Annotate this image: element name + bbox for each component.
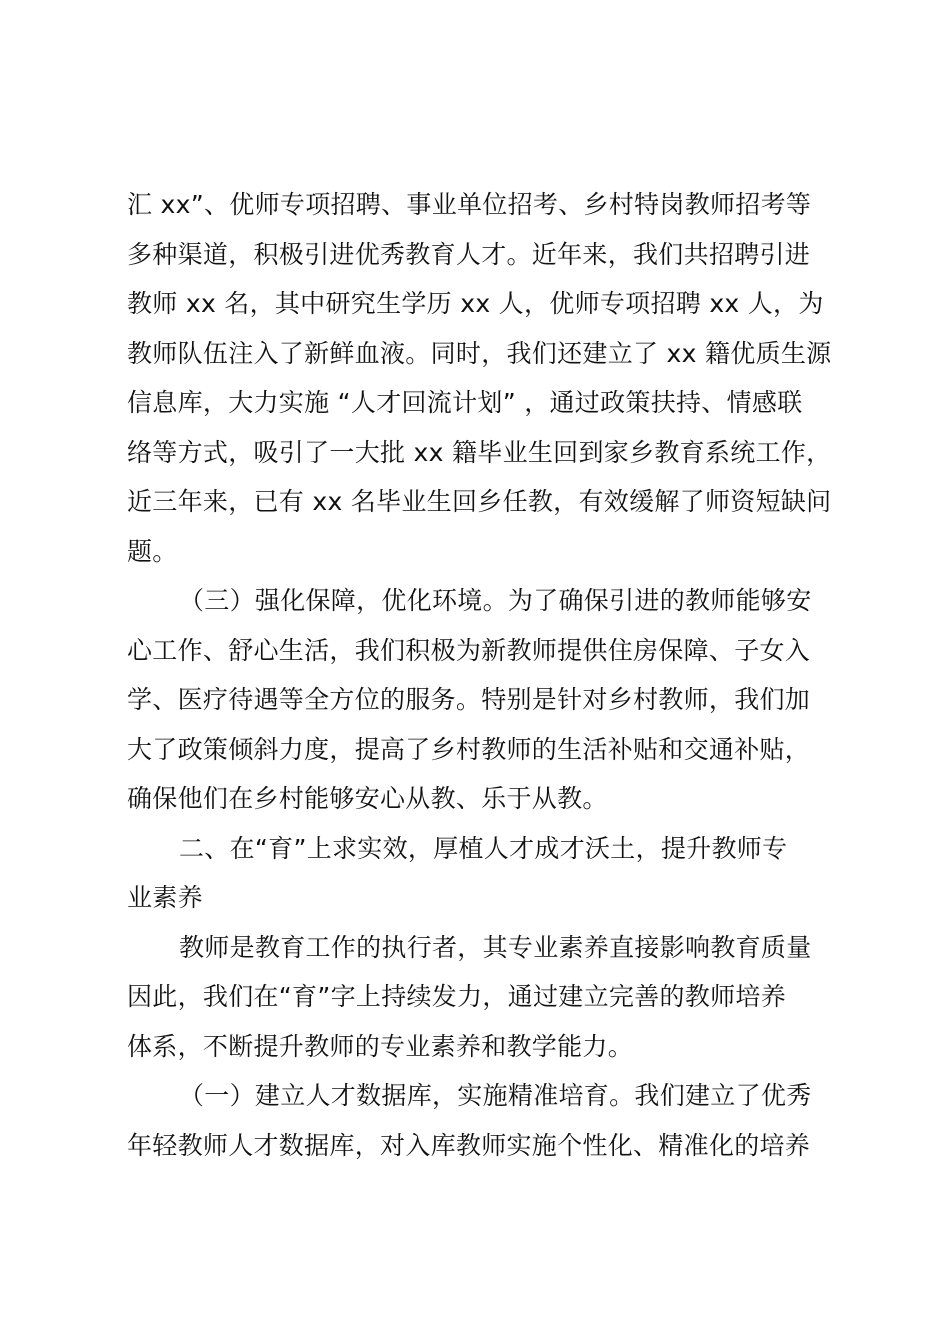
text-line: 因此，我们在“育”字上持续发力，通过建立完善的教师培养 (127, 982, 787, 1011)
text-line: 学、医疗待遇等全方位的服务。特别是针对乡村教师，我们加 (127, 685, 811, 714)
body-text (127, 180, 837, 1170)
text-line: 业素养 (127, 883, 203, 912)
text-line: 信息库，大力实施 “人才回流计划” ，通过政策扶持、情感联 (127, 388, 803, 417)
text-line: 心工作、舒心生活，我们积极为新教师提供住房保障、子女入 (127, 635, 811, 665)
text-line: 络等方式，吸引了一大批 xx 籍毕业生回到家乡教育系统工作， (127, 437, 832, 467)
text-line: （一）建立人才数据库，实施精准培育。我们建立了优秀 (179, 1081, 812, 1110)
text-line: 教师队伍注入了新鲜血液。同时，我们还建立了 xx 籍优质生源 (127, 338, 832, 368)
text-line: 教师 xx 名，其中研究生学历 xx 人，优师专项招聘 xx 人，为 (127, 289, 824, 318)
text-line: （三）强化保障，优化环境。为了确保引进的教师能够安 (179, 586, 812, 615)
text-line: 教师是教育工作的执行者，其专业素养直接影响教育质量 (179, 932, 812, 962)
text-line: 近三年来，已有 xx 名毕业生回乡任教，有效缓解了师资短缺问 (127, 487, 832, 516)
text-line: 多种渠道，积极引进优秀教育人才。近年来，我们共招聘引进 (127, 239, 811, 269)
text-line: 大了政策倾斜力度，提高了乡村教师的生活补贴和交通补贴， (127, 734, 811, 764)
text-line: 二、在“育”上求实效，厚植人才成才沃土，提升教师专 (179, 833, 788, 863)
text-line: 确保他们在乡村能够安心从教、乐于从教。 (127, 784, 608, 813)
text-line: 体系，不断提升教师的专业素养和教学能力。 (127, 1031, 634, 1061)
text-line: 年轻教师人才数据库，对入库教师实施个性化、精准化的培养 (127, 1130, 811, 1160)
text-line: 汇 xx”、优师专项招聘、事业单位招考、乡村特岗教师招考等 (127, 190, 812, 219)
text-line: 题。 (127, 536, 178, 566)
